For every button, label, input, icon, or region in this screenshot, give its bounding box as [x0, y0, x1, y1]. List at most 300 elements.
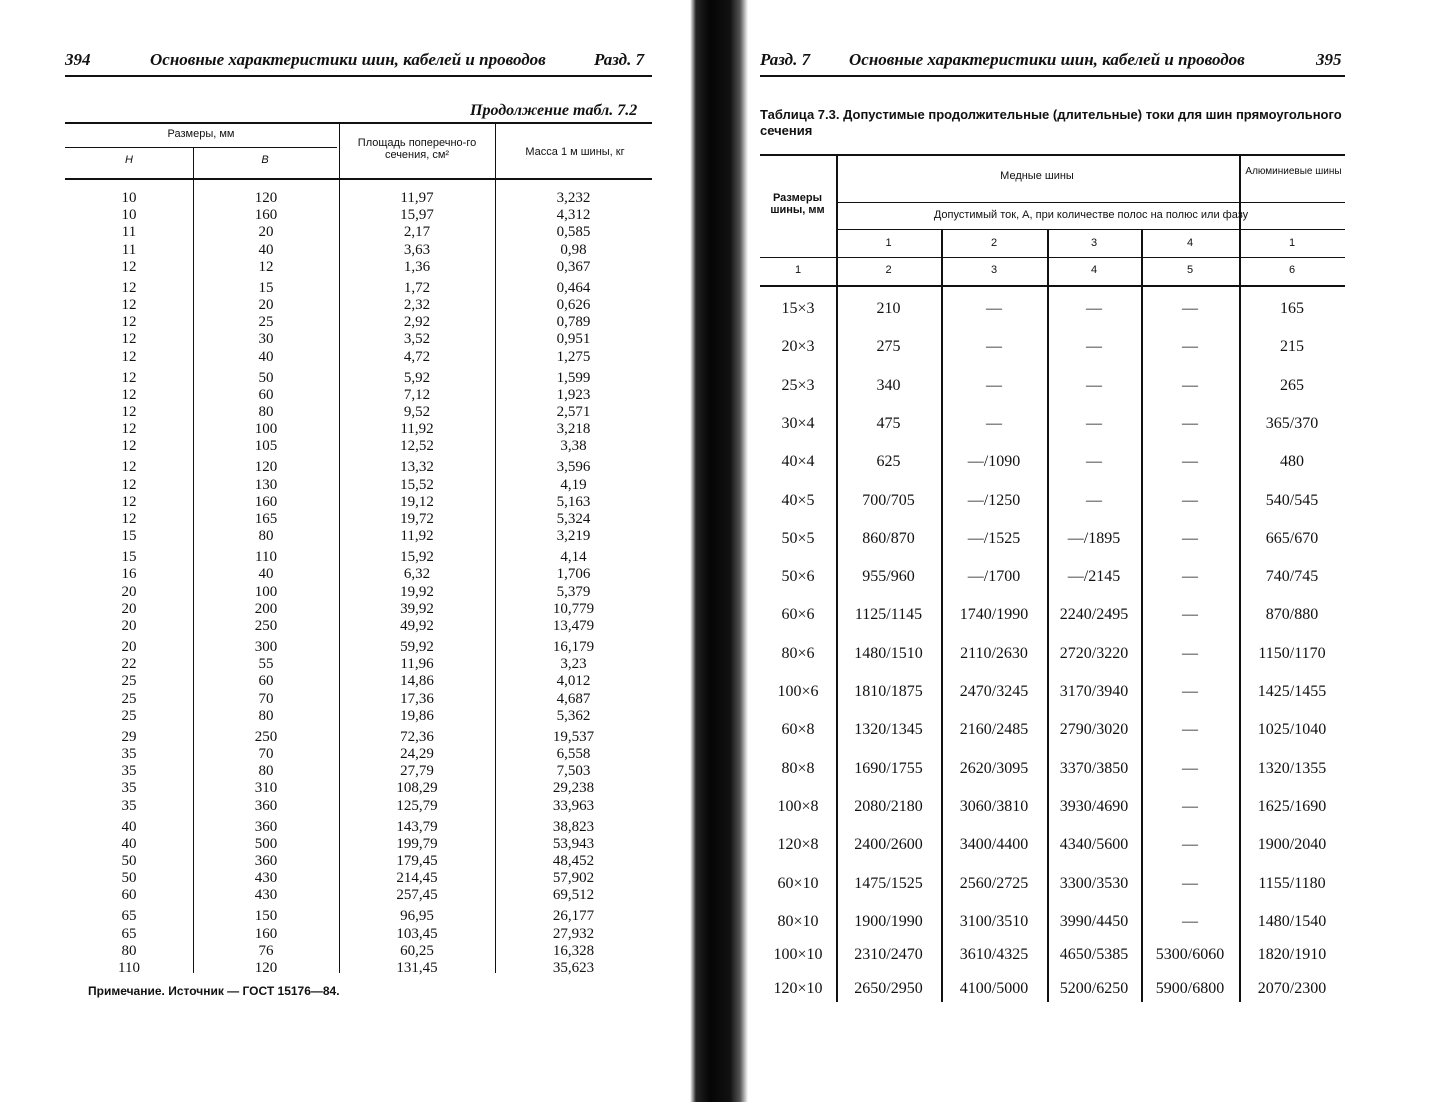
cell-mass: 0,585 [556, 224, 591, 241]
cell-area: 27,79 [400, 763, 434, 780]
cell-size: 60×8 [781, 721, 815, 739]
cell-size: 120×10 [773, 979, 823, 997]
cell-current: — [1182, 874, 1198, 892]
cell-area: 19,86 [400, 707, 434, 724]
cell-h: 35 [121, 797, 137, 814]
cell-size: 120×8 [777, 836, 819, 854]
cell-size: 50×5 [781, 529, 815, 547]
cell-h: 35 [121, 780, 137, 797]
cell-current: 1625/1690 [1257, 797, 1327, 815]
cell-mass: 48,452 [552, 853, 595, 869]
cell-h: 25 [121, 707, 137, 724]
cell-current: 625 [876, 453, 901, 471]
cell-mass: 33,963 [552, 797, 595, 814]
cell-mass: 1,923 [556, 386, 591, 403]
cell-mass: 3,596 [556, 459, 591, 476]
cell-h: 110 [118, 960, 140, 976]
cell-b: 150 [254, 908, 278, 925]
header-aluminum: Алюминиевые шины [1245, 166, 1342, 177]
header-area: Площадь поперечно-го сечения, см² [357, 137, 477, 161]
cell-current: 3100/3510 [959, 912, 1029, 930]
cell-current: 3300/3530 [1059, 874, 1129, 892]
cell-current: — [1182, 453, 1198, 471]
cell-current: 740/745 [1265, 568, 1319, 586]
cell-h: 12 [121, 279, 137, 296]
cell-h: 15 [121, 549, 137, 566]
table-top-rule [760, 154, 1345, 156]
cell-h: 10 [121, 190, 137, 206]
header-copper: Медные шины [1000, 170, 1074, 182]
cell-current: — [986, 414, 1002, 432]
cell-area: 11,96 [400, 656, 434, 673]
column-number: 5 [1186, 264, 1194, 276]
cell-area: 15,92 [400, 549, 434, 566]
cell-h: 50 [121, 870, 137, 887]
cell-b: 80 [258, 707, 274, 724]
cell-b: 60 [258, 386, 274, 403]
cell-area: 19,72 [400, 511, 434, 527]
cell-area: 103,45 [396, 925, 438, 942]
cell-h: 15 [121, 528, 137, 545]
header-h: H [125, 154, 133, 166]
cell-b: 130 [254, 476, 278, 493]
cell-h: 50 [121, 853, 137, 869]
cell-current: 210 [876, 300, 901, 317]
cell-b: 300 [254, 639, 278, 655]
cell-b: 20 [258, 224, 274, 241]
cell-area: 15,52 [400, 476, 434, 493]
cell-current: 4100/5000 [959, 979, 1029, 997]
column-number: 6 [1288, 264, 1296, 276]
cell-current: 2560/2725 [959, 874, 1029, 892]
cell-current: 3370/3850 [1059, 759, 1129, 777]
cell-h: 40 [121, 818, 137, 835]
cell-current: — [1086, 414, 1102, 432]
cell-h: 35 [121, 763, 137, 780]
cell-size: 60×6 [781, 606, 815, 624]
cell-h: 60 [121, 887, 137, 904]
cell-current: 2080/2180 [854, 797, 923, 815]
cell-current: — [1182, 376, 1198, 394]
cell-area: 4,72 [403, 348, 431, 365]
cell-b: 20 [258, 297, 274, 313]
cell-area: 7,12 [403, 386, 431, 403]
cell-mass: 3,218 [556, 421, 591, 438]
cell-h: 12 [121, 438, 137, 455]
cell-b: 40 [258, 566, 274, 583]
cell-mass: 0,367 [556, 258, 591, 275]
cell-size: 50×6 [781, 568, 815, 586]
cell-current: 365/370 [1265, 414, 1319, 432]
cell-b: 80 [258, 763, 274, 780]
cell-area: 143,79 [396, 818, 438, 835]
cell-current: — [1182, 759, 1198, 777]
cell-b: 360 [254, 818, 278, 835]
cell-current: — [1182, 836, 1198, 854]
cell-h: 10 [121, 207, 137, 224]
cell-h: 12 [121, 369, 137, 386]
header-rule [760, 75, 1345, 77]
cell-mass: 2,571 [556, 404, 591, 420]
cell-mass: 4,012 [556, 673, 591, 690]
page-number: 394 [65, 50, 91, 69]
cell-b: 165 [254, 511, 278, 527]
cell-area: 1,36 [403, 258, 431, 275]
cell-area: 11,92 [400, 528, 434, 545]
cell-h: 12 [121, 511, 137, 527]
cell-h: 12 [121, 386, 137, 403]
cell-b: 12 [258, 258, 274, 275]
cell-current: — [1182, 721, 1198, 739]
cell-current: — [1182, 606, 1198, 624]
header-rule [65, 75, 652, 77]
running-title: Основные характеристики шин, кабелей и проводов [150, 50, 546, 69]
cell-size: 40×5 [781, 491, 815, 509]
cell-area: 17,36 [400, 690, 434, 707]
cell-b: 70 [258, 746, 274, 762]
cell-b: 25 [258, 314, 274, 331]
cell-b: 200 [254, 600, 278, 617]
cell-area: 2,17 [403, 224, 431, 241]
cell-h: 22 [121, 656, 137, 673]
cell-current: 3400/4400 [959, 836, 1029, 854]
cell-current: 1810/1875 [854, 683, 923, 700]
section-label: Разд. 7 [760, 50, 811, 69]
cell-mass: 0,789 [556, 314, 591, 331]
cell-current: 2160/2485 [959, 721, 1029, 739]
cell-current: 1900/2040 [1257, 836, 1327, 854]
cell-mass: 5,362 [556, 707, 591, 724]
cell-mass: 0,951 [556, 331, 591, 348]
cell-b: 250 [254, 618, 278, 634]
cell-mass: 4,19 [560, 476, 587, 493]
cell-mass: 16,179 [552, 639, 595, 655]
cell-size: 80×8 [781, 759, 815, 777]
cell-size: 100×10 [773, 946, 823, 964]
strip-count: 4 [1186, 237, 1194, 249]
cell-b: 15 [258, 279, 274, 296]
cell-b: 250 [254, 728, 278, 745]
cell-mass: 13,479 [552, 618, 595, 634]
cell-current: 2400/2600 [854, 836, 923, 854]
cell-area: 131,45 [396, 960, 438, 976]
cell-b: 80 [258, 528, 274, 545]
page-number: 395 [1316, 50, 1342, 69]
cell-current: 340 [876, 376, 901, 394]
cell-b: 500 [254, 835, 278, 852]
cell-b: 430 [254, 870, 278, 887]
cell-mass: 3,23 [560, 656, 587, 673]
cell-area: 72,36 [400, 728, 434, 745]
section-label: Разд. 7 [594, 50, 645, 69]
cell-area: 19,92 [400, 583, 434, 600]
right-page [745, 0, 1429, 1102]
cell-current: 1425/1455 [1257, 683, 1327, 700]
cell-current: 5900/6800 [1155, 979, 1225, 997]
cell-area: 179,45 [396, 853, 438, 869]
cell-area: 2,32 [403, 297, 431, 313]
cell-current: 2650/2950 [854, 979, 923, 997]
header-sub-rule [837, 229, 1345, 230]
cell-h: 12 [121, 459, 137, 476]
cell-mass: 69,512 [552, 887, 595, 904]
cell-b: 100 [254, 421, 278, 438]
cell-current: 1150/1170 [1258, 644, 1326, 662]
cell-b: 120 [254, 960, 278, 976]
cell-area: 39,92 [400, 600, 434, 617]
cell-area: 125,79 [396, 797, 438, 814]
cell-area: 59,92 [400, 639, 434, 655]
cell-mass: 10,779 [552, 600, 595, 617]
cell-current: 2240/2495 [1059, 606, 1129, 624]
cell-current: —/1250 [967, 491, 1021, 509]
strip-count: 1 [1288, 237, 1296, 249]
cell-current: —/1700 [967, 568, 1021, 586]
cell-current: —/1525 [967, 529, 1021, 547]
cell-b: 40 [258, 348, 274, 365]
cell-size: 80×6 [781, 644, 815, 662]
cell-current: 4340/5600 [1059, 836, 1129, 854]
cell-current: 3170/3940 [1059, 683, 1129, 700]
cell-h: 80 [121, 942, 137, 959]
cell-mass: 57,902 [552, 870, 595, 887]
cell-mass: 4,14 [560, 549, 587, 566]
cell-area: 11,97 [400, 190, 434, 206]
cell-b: 160 [254, 493, 278, 510]
cell-b: 360 [254, 853, 278, 869]
cell-mass: 53,943 [552, 835, 595, 852]
cell-h: 12 [121, 421, 137, 438]
cell-b: 430 [254, 887, 278, 904]
cell-b: 55 [258, 656, 274, 673]
cell-current: 2790/3020 [1059, 721, 1129, 739]
cell-size: 30×4 [781, 414, 815, 432]
cell-current: 1025/1040 [1257, 721, 1327, 739]
cell-h: 12 [121, 348, 137, 365]
cell-area: 108,29 [396, 780, 438, 797]
cell-current: 1320/1355 [1257, 759, 1327, 777]
cell-mass: 16,328 [552, 942, 595, 959]
cell-current: 165 [1280, 300, 1304, 317]
cell-current: 1690/1755 [854, 759, 923, 777]
cell-area: 3,52 [403, 331, 431, 348]
cell-current: 860/870 [862, 529, 915, 547]
cell-h: 20 [121, 600, 137, 617]
cell-h: 16 [121, 566, 137, 583]
header-mass: Масса 1 м шины, кг [525, 146, 625, 158]
cell-h: 25 [121, 673, 137, 690]
cell-current: 215 [1280, 338, 1304, 356]
cell-mass: 38,823 [552, 818, 595, 835]
cell-current: — [986, 376, 1002, 394]
cell-area: 9,52 [403, 404, 431, 420]
cell-area: 12,52 [400, 438, 434, 455]
cell-h: 12 [121, 331, 137, 348]
cell-mass: 26,177 [552, 908, 595, 925]
column-number: 2 [885, 264, 892, 276]
column-number: 3 [990, 264, 998, 276]
cell-current: 4650/5385 [1059, 946, 1129, 964]
header-bottom-rule [65, 178, 652, 180]
table-top-rule [65, 122, 652, 124]
cell-b: 110 [255, 549, 277, 566]
cell-current: — [1182, 568, 1198, 586]
cell-h: 20 [121, 618, 137, 634]
cell-h: 25 [121, 690, 137, 707]
cell-b: 120 [254, 190, 278, 206]
cell-mass: 4,687 [556, 690, 591, 707]
cell-size: 40×4 [781, 453, 815, 471]
cell-current: — [1182, 491, 1198, 509]
cell-current: 1155/1180 [1258, 874, 1326, 892]
cell-h: 35 [121, 746, 137, 762]
cell-current: 475 [876, 414, 901, 432]
cell-current: —/1895 [1067, 529, 1121, 547]
cell-current: — [1182, 529, 1198, 547]
cell-current: 1740/1990 [959, 606, 1029, 624]
cell-current: 540/545 [1265, 491, 1319, 509]
cell-area: 96,95 [400, 908, 434, 925]
cell-mass: 3,38 [560, 438, 587, 455]
cell-current: — [1182, 414, 1198, 432]
continuation-label: Продолжение табл. 7.2 [470, 102, 638, 119]
cell-h: 12 [121, 476, 137, 493]
cell-mass: 3,219 [556, 528, 591, 545]
cell-size: 60×10 [777, 874, 819, 892]
cell-current: 1820/1910 [1257, 946, 1327, 964]
header-b: B [261, 154, 269, 166]
cell-current: 3060/3810 [959, 797, 1029, 815]
cell-current: — [1086, 376, 1102, 394]
cell-mass: 1,599 [556, 369, 591, 386]
cell-current: 2310/2470 [854, 946, 923, 964]
cell-current: 3610/4325 [959, 946, 1029, 964]
cell-area: 257,45 [396, 887, 438, 904]
cell-area: 199,79 [396, 835, 438, 852]
table-note: Примечание. Источник — ГОСТ 15176—84. [88, 984, 340, 998]
cell-b: 60 [258, 673, 274, 690]
cell-current: 1480/1510 [854, 644, 923, 662]
cell-size: 25×3 [781, 376, 815, 394]
cell-current: 665/670 [1265, 529, 1319, 547]
cell-area: 3,63 [403, 241, 431, 258]
header-sub-rule [65, 147, 337, 148]
cell-current: 955/960 [862, 568, 915, 586]
table-title: Таблица 7.3. Допустимые продолжительные (длительные) токи для шин прямоугольного сечения [760, 107, 1342, 138]
cell-current: 1475/1525 [854, 874, 923, 892]
cell-mass: 4,312 [556, 207, 591, 224]
cell-b: 76 [258, 942, 274, 959]
cell-current: — [1086, 491, 1102, 509]
cell-h: 20 [121, 639, 137, 655]
cell-mass: 27,932 [552, 925, 595, 942]
cell-current: 2110/2630 [960, 644, 1028, 662]
cell-current: — [1086, 300, 1102, 317]
cell-current: — [1182, 300, 1198, 317]
cell-mass: 0,464 [556, 279, 591, 296]
cell-b: 70 [258, 690, 274, 707]
cell-h: 12 [121, 404, 137, 420]
cell-current: —/2145 [1067, 568, 1121, 586]
cell-current: 2720/3220 [1059, 644, 1129, 662]
cell-current: 1480/1540 [1257, 912, 1327, 930]
cell-b: 50 [258, 369, 274, 386]
header-current: Допустимый ток, А, при количестве полос на полюс или фазу [933, 209, 1249, 221]
cell-b: 40 [258, 241, 274, 258]
cell-h: 12 [121, 297, 137, 313]
cell-current: 2620/3095 [959, 759, 1029, 777]
cell-mass: 1,706 [556, 566, 591, 583]
cell-b: 80 [258, 404, 274, 420]
header-sub-rule [760, 257, 1345, 258]
cell-current: 870/880 [1265, 606, 1319, 624]
cell-current: 1125/1145 [854, 606, 923, 624]
cell-mass: 0,626 [556, 297, 591, 313]
cell-current: — [986, 300, 1002, 317]
cell-mass: 5,379 [556, 583, 591, 600]
cell-mass: 19,537 [552, 728, 595, 745]
cell-current: 5300/6060 [1155, 946, 1225, 964]
cell-b: 360 [254, 797, 278, 814]
cell-mass: 7,503 [556, 763, 591, 780]
cell-area: 15,97 [400, 207, 434, 224]
cell-area: 5,92 [403, 369, 431, 386]
cell-current: — [1086, 453, 1102, 471]
cell-size: 100×8 [777, 797, 819, 815]
strip-count: 3 [1090, 237, 1098, 249]
cell-current: 2070/2300 [1257, 979, 1327, 997]
cell-b: 310 [254, 780, 278, 797]
cell-mass: 5,324 [556, 511, 591, 527]
header-dimensions: Размеры, мм [167, 128, 235, 140]
cell-current: —/1090 [967, 453, 1021, 471]
cell-area: 214,45 [396, 870, 438, 887]
cell-mass: 6,558 [556, 746, 591, 762]
cell-area: 11,92 [400, 421, 434, 438]
column-number: 4 [1090, 264, 1098, 276]
header-size: Размеры шины, мм [770, 192, 825, 216]
cell-h: 65 [121, 925, 137, 942]
cell-h: 12 [121, 493, 137, 510]
cell-size: 100×6 [777, 683, 819, 700]
cell-current: 1900/1990 [854, 912, 923, 930]
column-number: 1 [794, 264, 802, 276]
cell-current: — [1182, 683, 1198, 700]
cell-area: 13,32 [400, 459, 434, 476]
cell-h: 12 [121, 314, 137, 331]
strip-count: 1 [885, 237, 892, 249]
cell-current: 480 [1280, 453, 1304, 471]
header-sub-rule [837, 202, 1345, 203]
cell-mass: 0,98 [560, 241, 587, 258]
cell-current: 3930/4690 [1059, 797, 1129, 815]
cell-h: 12 [121, 258, 137, 275]
cell-current: — [1182, 912, 1198, 930]
cell-current: 3990/4450 [1059, 912, 1129, 930]
cell-area: 1,72 [403, 279, 431, 296]
cell-area: 6,32 [403, 566, 431, 583]
cell-mass: 35,623 [552, 960, 595, 976]
cell-area: 60,25 [400, 942, 434, 959]
cell-mass: 1,275 [556, 348, 591, 365]
cell-h: 40 [121, 835, 137, 852]
cell-b: 100 [254, 583, 278, 600]
cell-mass: 3,232 [556, 190, 591, 206]
cell-current: 265 [1280, 376, 1304, 394]
cell-current: 2470/3245 [959, 683, 1029, 700]
cell-current: 1320/1345 [854, 721, 923, 739]
cell-b: 30 [258, 331, 274, 348]
